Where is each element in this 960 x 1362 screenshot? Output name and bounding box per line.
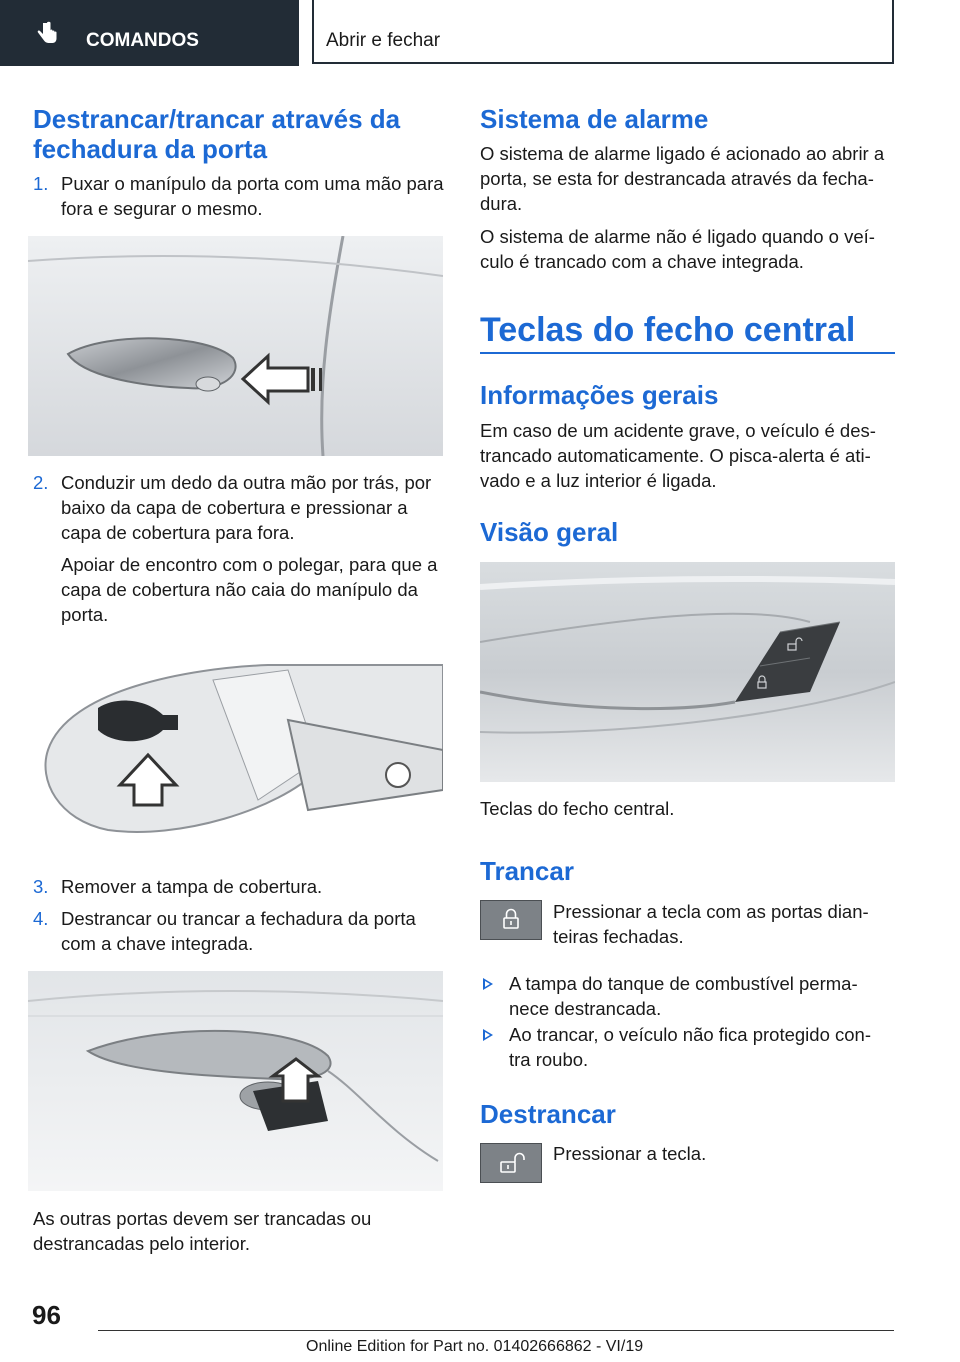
step-text: Destrancar ou trancar a fechadura da porta com a chave integrada. (61, 908, 416, 954)
heading-rule (480, 352, 895, 354)
edition-note: Online Edition for Part no. 01402666862 - VI/19 (306, 1338, 644, 1355)
alarm-text-2: O sistema de alarme não é ligado quando o veí-culo é trancado com a chave integrada. (480, 226, 875, 272)
cover-cap-image (28, 660, 443, 845)
overview-caption: Teclas do fecho central. (480, 798, 675, 819)
lock-button-image (480, 900, 542, 940)
step-number: 1. (33, 173, 49, 194)
lock-bullet: Ao trancar, o veículo não fica protegido con-tra roubo. (509, 1024, 871, 1070)
closing-note: As outras portas devem ser trancadas ou destrancadas pelo interior. (33, 1208, 372, 1254)
bullet-triangle-icon (483, 1029, 493, 1041)
lock-bullet: A tampa do tanque de combustível perma-nece destrancada. (509, 973, 858, 1019)
bullet-triangle-icon (483, 978, 493, 990)
step-text: Conduzir um dedo da outra mão por trás, por baixo da capa de cobertura e pressionar a capa de cobertura para fora. (61, 472, 432, 543)
unlock-button-image (480, 1143, 542, 1183)
chapter-title: Abrir e fechar (326, 30, 441, 51)
unlock-icon (481, 1144, 541, 1182)
door-handle-image (28, 236, 443, 456)
central-lock-buttons-image (480, 562, 895, 782)
general-info-text: Em caso de um acidente grave, o veículo é des-trancado automaticamente. O pisca-alerta é ati-vado e a luz interior é ligada. (480, 420, 876, 491)
step-number: 2. (33, 472, 49, 493)
footer-rule (98, 1330, 894, 1331)
lock-icon (481, 901, 541, 939)
lock-text: Pressionar a tecla com as portas dian-teiras fechadas. (553, 901, 869, 947)
step-number: 4. (33, 908, 49, 929)
heading-overview: Visão geral (480, 517, 619, 547)
page-number: 96 (32, 1300, 61, 1330)
heading-unlock: Destrancar (480, 1099, 616, 1129)
step-number: 3. (33, 876, 49, 897)
step-text: Puxar o manípulo da porta com uma mão para fora e segurar o mesmo. (61, 173, 444, 219)
heading-alarm: Sistema de alarme (480, 104, 709, 134)
alarm-text-1: O sistema de alarme ligado é acionado ao abrir a porta, se esta for destrancada através da fecha-dura. (480, 143, 885, 214)
key-in-lock-image (28, 971, 443, 1191)
step-text: Remover a tampa de cobertura. (61, 876, 323, 897)
heading-general-info: Informações gerais (480, 380, 719, 410)
unlock-text: Pressionar a tecla. (553, 1143, 707, 1164)
step-text-note: Apoiar de encontro com o polegar, para que a capa de cobertura não caia do manípulo da porta. (61, 554, 438, 625)
section-title: COMANDOS (86, 30, 199, 51)
heading-door-lock: Destrancar/trancar através da fechadura da porta (33, 104, 401, 164)
header-section-tab (0, 0, 299, 66)
hand-pointer-icon (34, 20, 60, 46)
heading-central-locking: Teclas do fecho central (480, 311, 856, 349)
heading-lock: Trancar (480, 856, 574, 886)
chapter-tab (312, 0, 894, 64)
